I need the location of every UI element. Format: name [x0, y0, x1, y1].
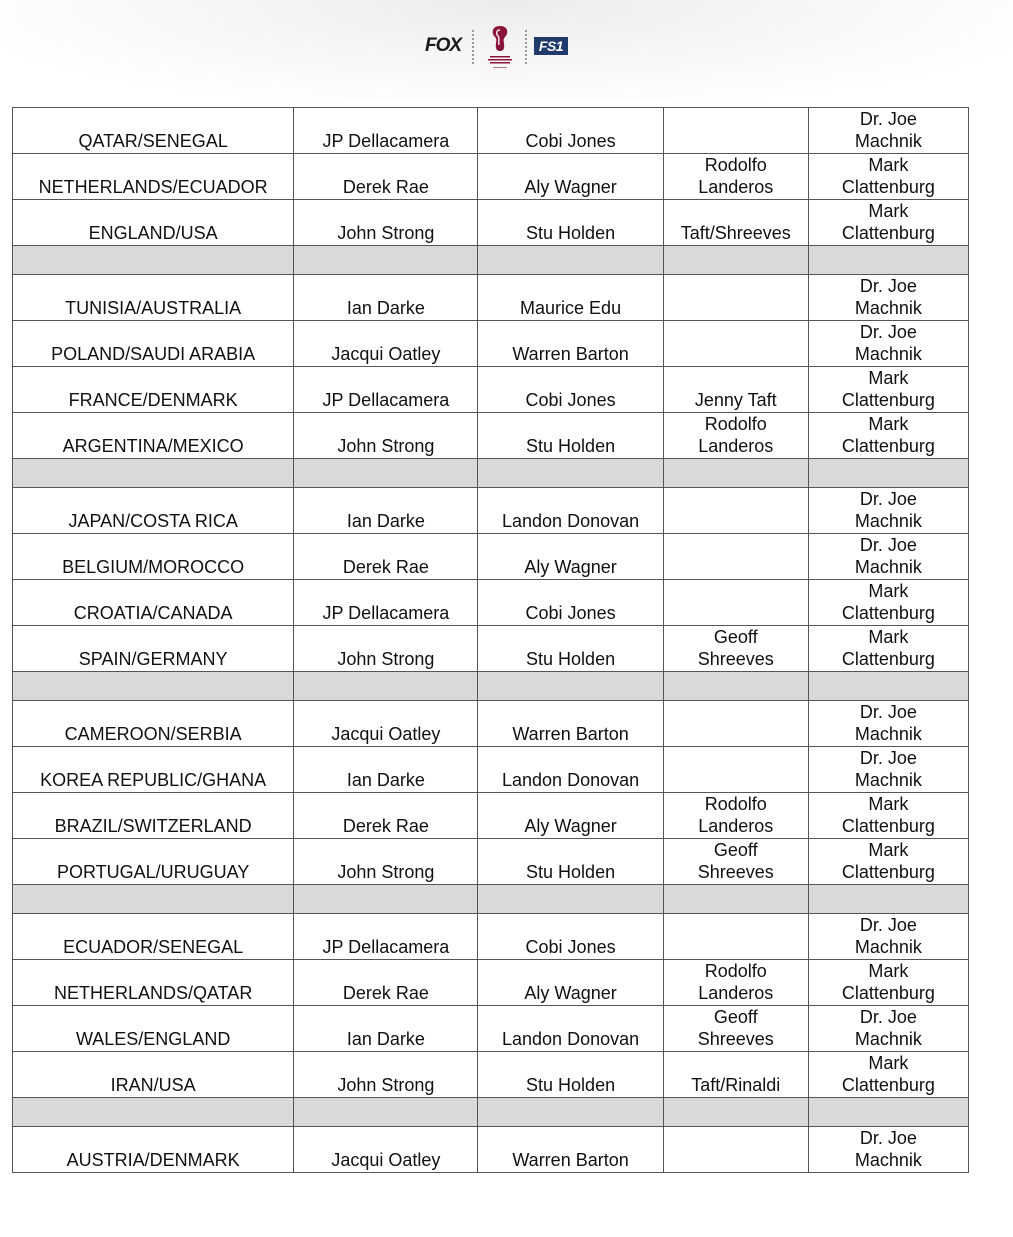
table-row [13, 534, 969, 580]
play-by-play-cell: Ian Darke [294, 747, 478, 793]
analyst-cell: Landon Donovan [478, 488, 663, 534]
table-row [13, 580, 969, 626]
separator-cell [663, 459, 808, 488]
rules-analyst-cell: Mark Clattenburg [808, 154, 968, 200]
separator-cell [808, 246, 968, 275]
separator-cell [478, 459, 663, 488]
match-cell: BRAZIL/SWITZERLAND [13, 793, 294, 839]
rules-analyst-cell: Dr. Joe Machnik [808, 321, 968, 367]
table-row [13, 839, 969, 885]
analyst-cell: Stu Holden [478, 626, 663, 672]
separator-cell [663, 1098, 808, 1127]
play-by-play-cell: Jacqui Oatley [294, 701, 478, 747]
table-row [13, 701, 969, 747]
separator-cell [808, 459, 968, 488]
match-cell: IRAN/USA [13, 1052, 294, 1098]
rules-analyst-cell: Dr. Joe Machnik [808, 1006, 968, 1052]
separator-cell [294, 885, 478, 914]
separator-cell [478, 885, 663, 914]
separator-row [13, 885, 969, 914]
match-cell: NETHERLANDS/ECUADOR [13, 154, 294, 200]
table-row [13, 200, 969, 246]
table-row [13, 914, 969, 960]
fox-logo: FOX [425, 35, 462, 56]
analyst-cell: Stu Holden [478, 200, 663, 246]
separator-cell [808, 885, 968, 914]
broadcast-header [0, 22, 1013, 84]
analyst-cell: Cobi Jones [478, 580, 663, 626]
fs1-logo: FS1 [534, 37, 568, 55]
play-by-play-cell: JP Dellacamera [294, 108, 478, 154]
reporter-cell: Jenny Taft [663, 367, 808, 413]
match-cell: FRANCE/DENMARK [13, 367, 294, 413]
reporter-cell [663, 1127, 808, 1173]
table-row [13, 747, 969, 793]
separator-cell [294, 1098, 478, 1127]
rules-analyst-cell: Mark Clattenburg [808, 960, 968, 1006]
world-cup-emblem-icon [480, 24, 520, 82]
play-by-play-cell: JP Dellacamera [294, 914, 478, 960]
reporter-cell: Taft/Shreeves [663, 200, 808, 246]
analyst-cell: Stu Holden [478, 1052, 663, 1098]
play-by-play-cell: Ian Darke [294, 488, 478, 534]
separator-cell [808, 672, 968, 701]
analyst-cell: Aly Wagner [478, 793, 663, 839]
reporter-cell [663, 534, 808, 580]
match-cell: AUSTRIA/DENMARK [13, 1127, 294, 1173]
separator-row [13, 672, 969, 701]
table-row [13, 626, 969, 672]
match-cell: QATAR/SENEGAL [13, 108, 294, 154]
reporter-cell: Rodolfo Landeros [663, 154, 808, 200]
reporter-cell [663, 914, 808, 960]
separator-cell [294, 246, 478, 275]
play-by-play-cell: Jacqui Oatley [294, 1127, 478, 1173]
separator-cell [13, 672, 294, 701]
analyst-cell: Warren Barton [478, 1127, 663, 1173]
rules-analyst-cell: Mark Clattenburg [808, 413, 968, 459]
table-row [13, 1052, 969, 1098]
rules-analyst-cell: Dr. Joe Machnik [808, 488, 968, 534]
table-row [13, 793, 969, 839]
table-row [13, 1127, 969, 1173]
match-cell: SPAIN/GERMANY [13, 626, 294, 672]
separator-cell [478, 672, 663, 701]
rules-analyst-cell: Dr. Joe Machnik [808, 275, 968, 321]
separator-cell [294, 672, 478, 701]
table-row [13, 108, 969, 154]
rules-analyst-cell: Mark Clattenburg [808, 626, 968, 672]
rules-analyst-cell: Mark Clattenburg [808, 839, 968, 885]
play-by-play-cell: JP Dellacamera [294, 367, 478, 413]
table-row [13, 960, 969, 1006]
reporter-cell: Rodolfo Landeros [663, 793, 808, 839]
match-cell: BELGIUM/MOROCCO [13, 534, 294, 580]
match-cell: POLAND/SAUDI ARABIA [13, 321, 294, 367]
analyst-cell: Cobi Jones [478, 367, 663, 413]
match-cell: TUNISIA/AUSTRALIA [13, 275, 294, 321]
separator-cell [663, 672, 808, 701]
reporter-cell [663, 747, 808, 793]
play-by-play-cell: John Strong [294, 413, 478, 459]
logo-divider-left [472, 30, 476, 64]
reporter-cell: Rodolfo Landeros [663, 960, 808, 1006]
play-by-play-cell: Derek Rae [294, 793, 478, 839]
separator-row [13, 459, 969, 488]
rules-analyst-cell: Dr. Joe Machnik [808, 108, 968, 154]
separator-row [13, 1098, 969, 1127]
match-cell: JAPAN/COSTA RICA [13, 488, 294, 534]
table-row [13, 488, 969, 534]
play-by-play-cell: Jacqui Oatley [294, 321, 478, 367]
table-row [13, 1006, 969, 1052]
play-by-play-cell: JP Dellacamera [294, 580, 478, 626]
reporter-cell [663, 275, 808, 321]
reporter-cell: Geoff Shreeves [663, 1006, 808, 1052]
rules-analyst-cell: Mark Clattenburg [808, 580, 968, 626]
separator-cell [663, 885, 808, 914]
rules-analyst-cell: Dr. Joe Machnik [808, 914, 968, 960]
match-cell: NETHERLANDS/QATAR [13, 960, 294, 1006]
rules-analyst-cell: Dr. Joe Machnik [808, 1127, 968, 1173]
analyst-cell: Stu Holden [478, 413, 663, 459]
separator-cell [663, 246, 808, 275]
reporter-cell: Geoff Shreeves [663, 839, 808, 885]
play-by-play-cell: John Strong [294, 626, 478, 672]
play-by-play-cell: John Strong [294, 200, 478, 246]
match-cell: KOREA REPUBLIC/GHANA [13, 747, 294, 793]
rules-analyst-cell: Mark Clattenburg [808, 367, 968, 413]
separator-cell [13, 1098, 294, 1127]
rules-analyst-cell: Dr. Joe Machnik [808, 534, 968, 580]
play-by-play-cell: John Strong [294, 1052, 478, 1098]
rules-analyst-cell: Dr. Joe Machnik [808, 747, 968, 793]
table-row [13, 154, 969, 200]
logo-divider-right [525, 30, 529, 64]
analyst-cell: Landon Donovan [478, 1006, 663, 1052]
separator-cell [13, 885, 294, 914]
match-cell: ENGLAND/USA [13, 200, 294, 246]
analyst-cell: Cobi Jones [478, 914, 663, 960]
analyst-cell: Stu Holden [478, 839, 663, 885]
reporter-cell: Geoff Shreeves [663, 626, 808, 672]
match-cell: WALES/ENGLAND [13, 1006, 294, 1052]
match-cell: PORTUGAL/URUGUAY [13, 839, 294, 885]
analyst-cell: Aly Wagner [478, 960, 663, 1006]
match-cell: ECUADOR/SENEGAL [13, 914, 294, 960]
separator-cell [478, 1098, 663, 1127]
reporter-cell: Taft/Rinaldi [663, 1052, 808, 1098]
commentator-schedule-table [12, 107, 969, 1173]
reporter-cell [663, 488, 808, 534]
play-by-play-cell: Derek Rae [294, 154, 478, 200]
separator-cell [13, 246, 294, 275]
reporter-cell [663, 701, 808, 747]
separator-cell [294, 459, 478, 488]
table-row [13, 321, 969, 367]
analyst-cell: Aly Wagner [478, 534, 663, 580]
rules-analyst-cell: Dr. Joe Machnik [808, 701, 968, 747]
play-by-play-cell: Ian Darke [294, 275, 478, 321]
analyst-cell: Cobi Jones [478, 108, 663, 154]
match-cell: CROATIA/CANADA [13, 580, 294, 626]
separator-cell [13, 459, 294, 488]
play-by-play-cell: Ian Darke [294, 1006, 478, 1052]
analyst-cell: Warren Barton [478, 321, 663, 367]
analyst-cell: Maurice Edu [478, 275, 663, 321]
play-by-play-cell: John Strong [294, 839, 478, 885]
reporter-cell [663, 108, 808, 154]
reporter-cell [663, 321, 808, 367]
match-cell: CAMEROON/SERBIA [13, 701, 294, 747]
play-by-play-cell: Derek Rae [294, 960, 478, 1006]
reporter-cell: Rodolfo Landeros [663, 413, 808, 459]
rules-analyst-cell: Mark Clattenburg [808, 793, 968, 839]
separator-cell [478, 246, 663, 275]
rules-analyst-cell: Mark Clattenburg [808, 200, 968, 246]
play-by-play-cell: Derek Rae [294, 534, 478, 580]
separator-cell [808, 1098, 968, 1127]
table-row [13, 367, 969, 413]
rules-analyst-cell: Mark Clattenburg [808, 1052, 968, 1098]
match-cell: ARGENTINA/MEXICO [13, 413, 294, 459]
analyst-cell: Landon Donovan [478, 747, 663, 793]
separator-row [13, 246, 969, 275]
table-row [13, 413, 969, 459]
analyst-cell: Aly Wagner [478, 154, 663, 200]
table-row [13, 275, 969, 321]
reporter-cell [663, 580, 808, 626]
analyst-cell: Warren Barton [478, 701, 663, 747]
